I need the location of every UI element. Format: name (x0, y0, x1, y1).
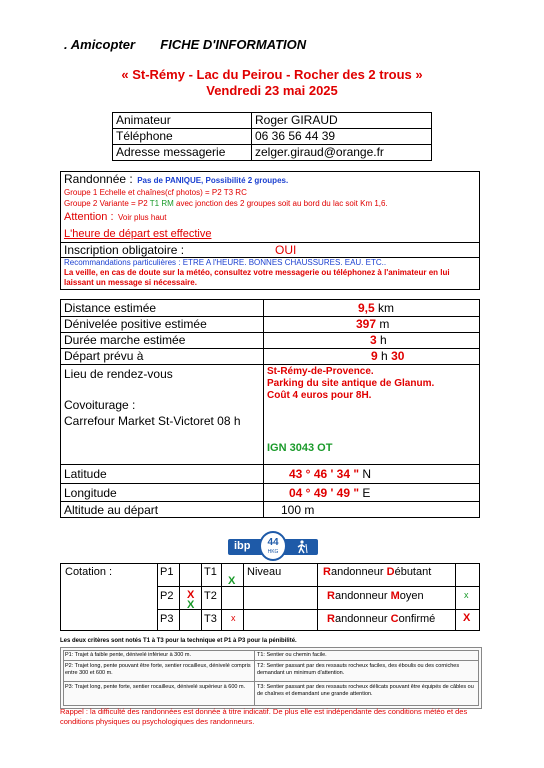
cotation-p2: P2 (160, 590, 174, 602)
ibp-logo (228, 531, 318, 563)
reco-text: Recommandations particulières : ETRE A l'HEURE. BONNES CHAUSSURES. EAU. ETC.. (64, 258, 387, 267)
inscription-label: Inscription obligatoire : (64, 243, 185, 257)
confirme-mark: X (463, 612, 471, 624)
rando-group2 (61, 198, 479, 209)
rdv-line: Coût 4 euros pour 8H. (267, 390, 372, 401)
logo-badge-sub: HKG (267, 549, 279, 555)
covoit-place: Carrefour Market St-Victoret 08 h (64, 414, 241, 428)
deniv-unit: m (379, 317, 390, 331)
contact-label: Adresse messagerie (113, 145, 252, 161)
cotation-t3: T3 (204, 613, 217, 625)
contact-value: zelger.giraud@orange.fr (252, 145, 432, 161)
depart-label: Départ prévu à (64, 349, 144, 363)
cotation-label: Cotation : (65, 566, 113, 578)
duree-row (61, 333, 479, 349)
level-word: oyen (399, 590, 424, 602)
distance-value: 9,5 (358, 301, 375, 315)
contact-table (112, 112, 432, 161)
org-name: . Amicopter (64, 37, 136, 52)
legend-p3: P3: Trajet long, pente forte, sentier rocailleux, dénivelé supérieur à 600 m. (65, 684, 246, 690)
attention-label: Attention : (64, 211, 114, 223)
legend-t3: T3: Sentier passant par des ressauts rocheux délicats pouvant être équipés de câbles ou de chaînes et demandant une grande attention. (257, 684, 474, 697)
duree-value: 3 (370, 333, 377, 347)
depart-notice: L'heure de départ est effective (64, 228, 212, 240)
level-initial: R (327, 590, 335, 602)
legend-p1: P1: Trajet à faible pente, dénivelé inférieur à 300 m. (65, 652, 191, 658)
distance-unit: km (378, 301, 395, 315)
t1-mark: X (228, 575, 236, 587)
lon-label: Longitude (64, 486, 117, 500)
level-word: onfirmé (398, 613, 436, 625)
rando-group1: Groupe 1 Echelle et chaînes(cf photos) = P2 T3 RC (64, 188, 247, 197)
duree-unit: h (380, 333, 387, 347)
logo-ibp-text: ibp (234, 540, 251, 552)
contact-label: Téléphone (113, 129, 252, 145)
latitude-row (61, 465, 479, 484)
level-word: ébutant (394, 566, 432, 578)
deniv-row (61, 317, 479, 333)
t3-mark: x (231, 613, 236, 623)
contact-value: 06 36 56 44 39 (252, 129, 432, 145)
hiker-icon (294, 540, 310, 554)
logo-badge (259, 531, 287, 561)
lat-label: Latitude (64, 467, 107, 481)
lat-dir: N (362, 467, 372, 481)
alt-label: Altitude au départ (64, 503, 159, 517)
distance-label: Distance estimée (64, 301, 157, 315)
cotation-t1: T1 (204, 566, 217, 578)
moyen-mark: x (464, 590, 469, 600)
details-box (60, 299, 480, 518)
group2-level: T1 RM (149, 199, 174, 208)
rdv-details (267, 366, 434, 402)
doc-type: FICHE D'INFORMATION (160, 37, 307, 52)
depart-row (61, 349, 479, 365)
rando-box (60, 171, 480, 290)
rappel-text: Rappel : la difficulté des randonnées est donnée à titre indicatif. De plus elle est indépendante des conditions météo et des conditions physiques ou psychologiques des randonneurs. (60, 707, 468, 726)
lon-value: 04 ° 49 ' 49 " (289, 486, 360, 500)
level-initial: R (323, 566, 331, 578)
header-org (64, 37, 306, 52)
inscription-row (61, 242, 479, 257)
legend-p2: P2: Trajet long, pente pouvant être forte, sentier rocailleux, dénivelé compris entre 300 et 600 m. (65, 663, 251, 676)
page-title: « St-Rémy - Lac du Peirou - Rocher des 2 trous » (121, 67, 423, 82)
depart-hour-unit: h (381, 349, 388, 363)
contact-value: Roger GIRAUD (252, 113, 432, 129)
rdv-row (61, 365, 479, 465)
depart-hour: 9 (371, 349, 378, 363)
longitude-row (61, 484, 479, 502)
legend-table (60, 647, 482, 709)
rando-label: Randonnée : (64, 172, 133, 186)
level-initial: C (390, 613, 399, 625)
rdv-line: St-Rémy-de-Provence. (267, 366, 374, 377)
ign-map: IGN 3043 OT (267, 442, 333, 454)
meteo-text: La veille, en cas de doute sur la météo, consultez votre messagerie ou téléphonez à l'animateur en lui laissant un message si nécessaire. (64, 268, 450, 287)
level-word: andonneur (334, 590, 391, 602)
legend-t2: T2: Sentier passant par des ressauts rocheux faciles, des éboulis ou des corniches demandant un minimum d'attention. (257, 663, 460, 676)
level-confirme (327, 613, 435, 625)
attention-text: Voir plus haut (118, 213, 167, 222)
level-initial: R (327, 613, 335, 625)
group2-text-end: avec jonction des 2 groupes soit au bord du lac soit Km 1,6. (173, 199, 388, 208)
rando-note: Pas de PANIQUE, Possibilité 2 groupes. (137, 176, 289, 185)
level-initial: M (390, 590, 400, 602)
p2-mark-alt: X (187, 599, 195, 611)
p2-mark: X (187, 589, 195, 601)
level-initial: D (386, 566, 395, 578)
cotation-p1: P1 (160, 566, 174, 578)
duree-label: Durée marche estimée (64, 333, 186, 347)
cotation-p3: P3 (160, 613, 174, 625)
legend-t1: T1: Sentier ou chemin facile. (257, 652, 327, 658)
distance-row (61, 300, 479, 317)
page-date: Vendredi 23 mai 2025 (206, 83, 338, 98)
group2-text: Groupe 2 Variante = P2 (64, 199, 150, 208)
covoit-label: Covoiturage : (64, 398, 136, 412)
cotation-box (60, 563, 480, 631)
level-moyen (327, 590, 424, 602)
lat-value: 43 ° 46 ' 34 " (289, 467, 360, 481)
legend-intro: Les deux critères sont notés T1 à T3 pour la technique et P1 à P3 pour la pénibilité. (60, 638, 297, 644)
altitude-row (61, 502, 479, 517)
rdv-line: Parking du site antique de Glanum. (267, 378, 435, 389)
inscription-value: OUI (275, 243, 297, 257)
level-debutant (323, 566, 431, 578)
rdv-label: Lieu de rendez-vous (64, 367, 173, 381)
cotation-t2: T2 (204, 590, 217, 602)
deniv-label: Dénivelée positive estimée (64, 317, 207, 331)
logo-badge-number: 44 (267, 537, 279, 548)
lon-dir: E (362, 486, 371, 500)
alt-value: 100 m (281, 503, 315, 517)
depart-min: 30 (391, 349, 405, 363)
niveau-label: Niveau (247, 566, 282, 578)
contact-label: Animateur (113, 113, 252, 129)
level-word: andonneur (334, 613, 391, 625)
level-word: andonneur (330, 566, 387, 578)
deniv-value: 397 (356, 317, 377, 331)
